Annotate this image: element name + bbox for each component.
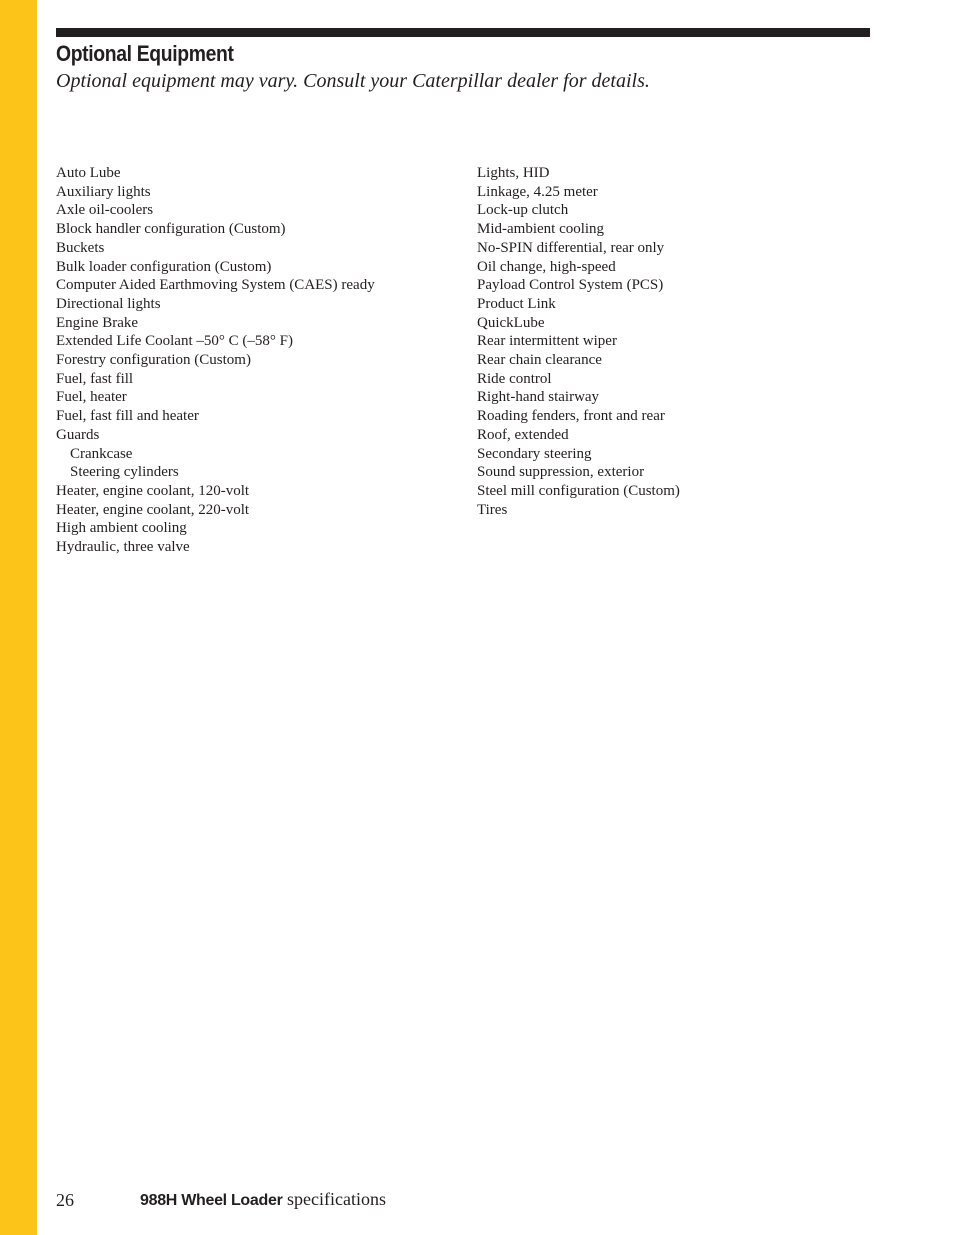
equipment-item: Computer Aided Earthmoving System (CAES) ready [56,277,375,294]
equipment-item: Block handler configuration (Custom) [56,221,286,238]
equipment-item: Rear intermittent wiper [477,333,617,350]
equipment-subitem: Crankcase [70,445,133,462]
equipment-item: Heater, engine coolant, 220-volt [56,501,250,518]
header-rule [56,28,870,37]
equipment-item: Right-hand stairway [477,389,600,406]
equipment-item: Lights, HID [477,165,550,181]
equipment-item: Product Link [477,295,556,312]
equipment-item: Auxiliary lights [56,183,151,200]
equipment-item: Guards [56,426,100,443]
equipment-item: Auto Lube [56,165,121,181]
equipment-item: Steel mill configuration (Custom) [477,482,680,499]
equipment-item: Sound suppression, exterior [477,464,645,481]
equipment-item: Buckets [56,239,105,256]
equipment-item: Secondary steering [477,445,592,462]
equipment-item: Payload Control System (PCS) [477,277,664,294]
equipment-item: Roading fenders, front and rear [477,408,665,425]
equipment-item: Rear chain clearance [477,352,602,369]
equipment-item: No-SPIN differential, rear only [477,239,665,256]
equipment-item: Extended Life Coolant –50° C (–58° F) [56,333,293,350]
equipment-item: Tires [477,501,508,518]
footer-suffix: specifications [282,1189,386,1209]
equipment-item: Directional lights [56,295,161,312]
equipment-item: Lock-up clutch [477,202,569,219]
equipment-item: Roof, extended [477,426,569,443]
side-color-band [0,0,37,1235]
equipment-list-right [477,164,680,519]
equipment-item: Bulk loader configuration (Custom) [56,258,272,275]
equipment-item: Fuel, heater [56,389,127,406]
equipment-item: Forestry configuration (Custom) [56,352,251,369]
equipment-item: Oil change, high-speed [477,258,616,275]
equipment-item: Ride control [477,370,552,387]
equipment-item: Engine Brake [56,314,139,331]
equipment-item: Fuel, fast fill and heater [56,408,199,425]
equipment-item: Linkage, 4.25 meter [477,183,598,200]
page-title: Optional Equipment [56,41,234,66]
equipment-subitem: Steering cylinders [70,464,179,481]
page-subtitle: Optional equipment may vary. Consult your Caterpillar dealer for details. [56,70,650,92]
equipment-item: Fuel, fast fill [56,370,134,387]
equipment-list-left [56,164,375,557]
page-number: 26 [56,1190,74,1210]
equipment-item: Axle oil-coolers [56,202,154,219]
equipment-item: High ambient cooling [56,520,187,537]
equipment-item: QuickLube [477,314,545,331]
equipment-item: Heater, engine coolant, 120-volt [56,482,250,499]
equipment-item: Hydraulic, three valve [56,539,190,556]
footer-title [140,1187,386,1213]
footer-model-name: 988H Wheel Loader [140,1192,283,1209]
equipment-item: Mid-ambient cooling [477,221,605,238]
